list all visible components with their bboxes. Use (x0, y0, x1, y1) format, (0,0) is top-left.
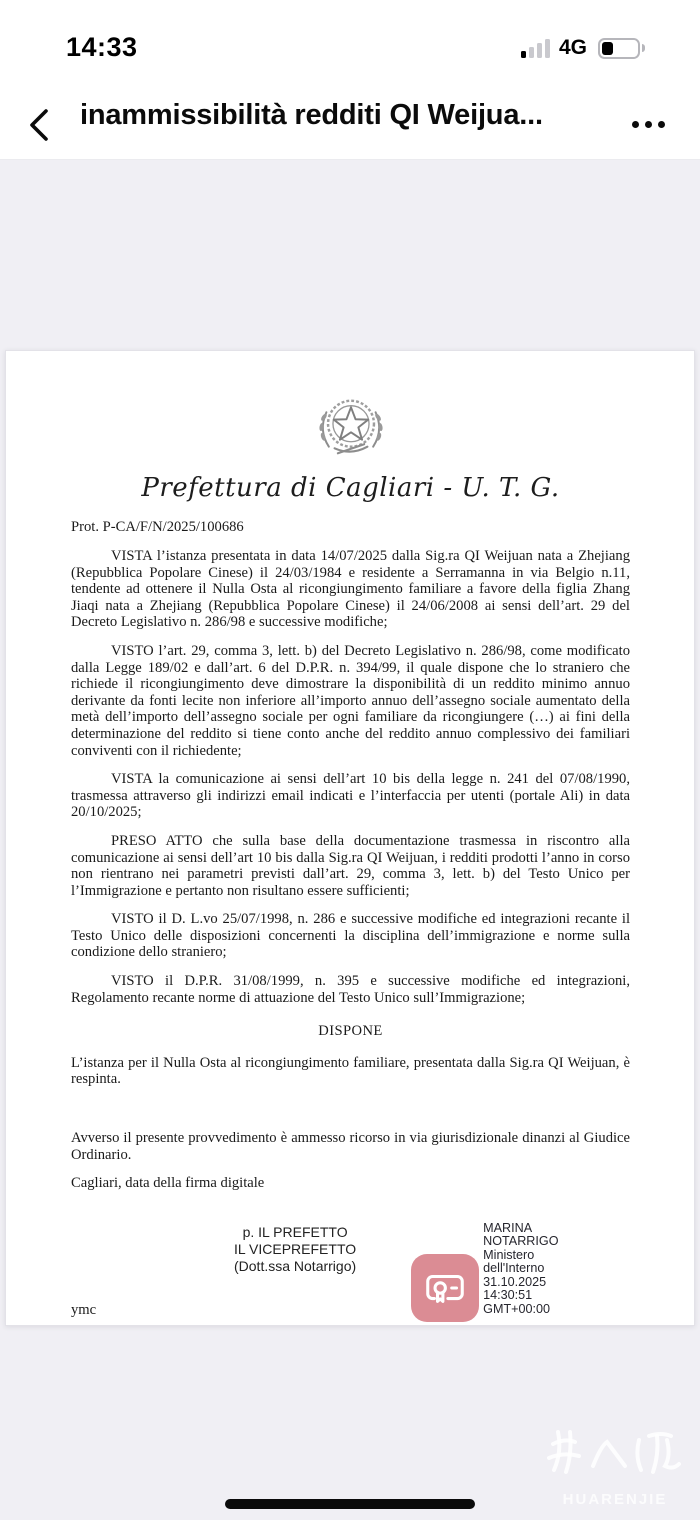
pdf-viewer-scroll-area[interactable] (0, 161, 700, 1520)
protocol-number: Prot. P-CA/F/N/2025/100686 (71, 519, 244, 535)
digital-signature-stamp (411, 1254, 479, 1322)
dispone-heading: DISPONE (318, 1023, 383, 1040)
huarenjie-watermark (540, 1426, 690, 1508)
certificate-icon (422, 1265, 468, 1311)
document-body (71, 548, 630, 1192)
huarenjie-latin-watermark: HUARENJIE (562, 1491, 668, 1508)
paragraph-visto-dpr: VISTO il D.P.R. 31/08/1999, n. 395 e successive modifiche ed integrazioni, Regolamento recante norme di attuazione del Testo Unico sull’Immigrazione; (71, 973, 630, 1006)
issuing-office-title: Prefettura di Cagliari - U. T. G. (141, 473, 560, 503)
signatory-titles: p. IL PREFETTO IL VICEPREFETTO (Dott.ssa Notarrigo) (234, 1223, 357, 1274)
initials-note: ymc (71, 1302, 97, 1318)
nav-bar (0, 90, 700, 160)
status-bar (0, 0, 700, 90)
document-title: inammissibilità redditi QI Weijua... (80, 99, 543, 131)
paragraph-appeal: Avverso il presente provvedimento è ammesso ricorso in via giurisdizionale dinanzi al Giudice Ordinario. (71, 1130, 630, 1163)
clock: 14:33 (66, 32, 138, 62)
paragraph-visto-art29: VISTO l’art. 29, comma 3, lett. b) del Decreto Legislativo n. 286/98, come modificato dalla Legge 189/02 e dall’art. 6 del D.P.R. n. 394/99, il quale dispone che lo straniero che richiede il ricongiungimento deve dimostrare la disponibilità di un reddito minimo annuo derivante da fonti lecite non inferiore all’importo annuo dell’assegno sociale aumentato della metà dell’importo dell’assegno sociale per ogni familiare da ricongiungere (…) ai fini della determinazione del reddito si tiene conto anche del reddito annuo complessivo dei familiari conviventi con il richiedente; (71, 642, 630, 759)
huarenjie-cjk-watermark (545, 1426, 685, 1488)
cellular-signal-icon (521, 38, 550, 58)
chevron-left-icon (22, 103, 62, 147)
network-type-label: 4G (558, 36, 587, 59)
ellipsis-icon (645, 121, 652, 128)
battery-icon (598, 38, 640, 59)
digital-signature-details: MARINA NOTARRIGO Ministero dell'Interno 31.10.2025 14:30:51 GMT+00:00 (483, 1220, 559, 1316)
paragraph-preso-atto: PRESO ATTO che sulla base della documentazione trasmessa in riscontro alla comunicazione ai sensi dell’art 10 bis dalla Sig.ra QI Weijuan, i redditi prodotti l’anno in corso non rientrano nei parametri previsti dall’art. 29, comma 3, lett. b) del Testo Unico per l’Immigrazione e pertanto non risultano essere sufficienti; (71, 832, 630, 899)
paragraph-place-date: Cagliari, data della firma digitale (71, 1175, 265, 1192)
ellipsis-icon (658, 121, 665, 128)
paragraph-vista-istanza: VISTA l’istanza presentata in data 14/07/2025 dalla Sig.ra QI Weijuan nata a Zhejiang (Repubblica Popolare Cinese) il 24/03/1984 e residente a Serramanna in via Belgio n.11, tendente ad ottenere il Nulla Osta al ricongiungimento familiare a favore della figlia Zhang Jiaqi nata a Zhejiang (Repubblica Popolare Cinese) il 24/06/2008 ai sensi dell’art. 29 del Decreto Legislativo n. 286/98 e successive modifiche; (71, 548, 630, 631)
paragraph-vista-comunicazione: VISTA la comunicazione ai sensi dell’art 10 bis della legge n. 241 del 07/08/1990, trasmessa attraverso gli indirizzi email indicati e l’interfaccia per utenti (portale Ali) in data 20/10/2025; (71, 771, 630, 821)
document-page (5, 350, 695, 1326)
ellipsis-icon (632, 121, 639, 128)
signature-block (71, 1220, 630, 1322)
paragraph-decision: L’istanza per il Nulla Osta al ricongiungimento familiare, presentata dalla Sig.ra QI Weijuan, è respinta. (71, 1054, 630, 1088)
more-options-button[interactable] (626, 104, 670, 144)
home-indicator[interactable] (225, 1499, 475, 1509)
back-button[interactable] (22, 103, 62, 147)
paragraph-visto-dlvo: VISTO il D. L.vo 25/07/1998, n. 286 e successive modifiche ed integrazioni recante il Testo Unico delle disposizioni concernenti la disciplina dell’immigrazione e norme sulla condizione dello straniero; (71, 911, 630, 961)
italian-republic-emblem (310, 387, 392, 467)
